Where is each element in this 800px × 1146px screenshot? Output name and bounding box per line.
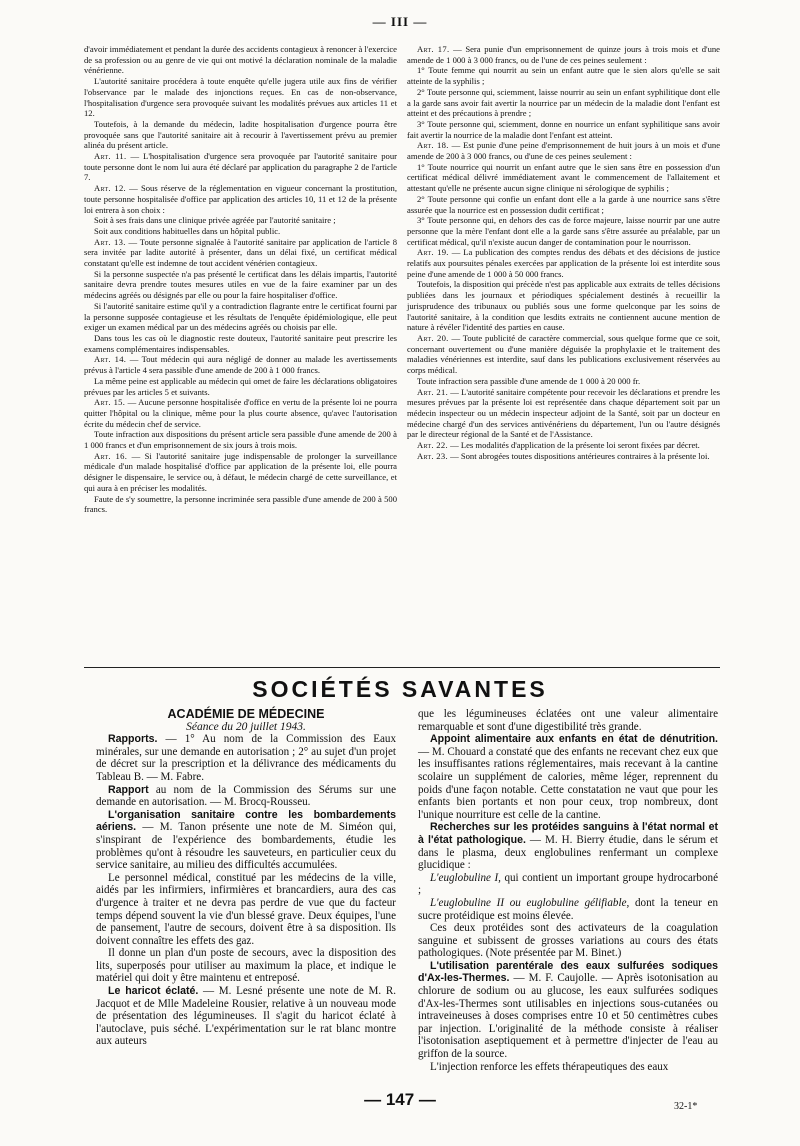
legal-paragraph [84,397,397,429]
article-number: Art. 18. [417,140,449,151]
paragraph-text: — Tout médecin qui aura négligé de donner au malade les avertissements prévus à l'article 4 sera passible d'une amende de 200 à 1 000 francs. [84,354,398,376]
paragraph-text: — 1° Au nom de la Commission des Eaux minérales, sur une demande en autorisation ; 2° au sujet d'un projet de décret sur la prescription et la délivrance des médicaments du Tableau B. — M. Fabre. [96,733,396,783]
rubric-heading: Rapports. [108,733,158,746]
page-header-roman: — III — [372,14,428,29]
legal-paragraph [84,119,397,151]
left-column [84,44,397,515]
paragraph-text: — Sous réserve de la réglementation en vigueur concernant la prostitution, toute personne hospitalisée d'office par application des articles 10, 11 et 12 de la présente loi entrera à son choix : [84,183,397,215]
legal-paragraph [84,183,397,215]
italic-term: L'euglobuline I, [430,871,501,884]
article-number: Art. 11. [94,151,127,162]
paragraph-text: — M. F. Caujolle. — Après isotonisation au chlorure de sodium ou au glucose, les eaux sulfurées sodiques d'Ax-les-Thermes sont utilisables en injections sous-cutanées ou intraveineuses à doses comprises entre 10 et 50 centimètres cubes par injection. L'originalité de la méthode consiste à réaliser l'isotonisation aseptiquement et à permettre d'injecter de l'eau au griffon de la source. [418,972,718,1061]
paragraph-text: — Toute personne signalée à l'autorité sanitaire par application de l'article 8 sera invitée par ladite autorité à présenter, dans un délai fixé, un certificat médical constatant qu'elle est indemne de tout accident vénérien contagieux. [84,236,397,269]
paragraph-text: — L'hospitalisation d'urgence sera provoquée par l'autorité sanitaire pour toute personne dont le nom lui aura été déclaré par application du paragraphe 2 de l'article 7. [84,151,397,183]
paragraph-text: — M. Tanon présente une note de M. Siméon qui, s'inspirant de l'expérience des bombardements, étudie les problèmes qu'ont à résoudre les sauveteurs, en particulier ceux du service sanitaire, au milieu des difficultés accumulées. [96,821,396,872]
legal-paragraph [407,279,720,333]
academy-paragraph [418,821,718,871]
section-title: SOCIÉTÉS SAVANTES [252,676,548,702]
bottom-right-column [418,708,718,1073]
legal-paragraph [407,440,720,451]
article-number: Art. 23. [417,450,448,461]
rubric-heading: Appoint alimentaire aux enfants en état de dénutrition. [430,733,718,746]
paragraph-text: — Toute publicité de caractère commercial, sous quelque forme que ce soit, concernant ouvertement ou d'une manière déguisée la prophylaxie et le traitement des maladies vénériennes est interdite, sauf dans les publications exclusivement réservées au corps médical. [407,332,720,376]
academy-paragraph [418,897,718,922]
paragraph-text: qui contient un important groupe hydrocarboné ; [418,871,718,897]
paragraph-text: 1° Toute femme qui nourrit au sein un enfant autre que le sien alors qu'elle se sait atteinte de la syphilis ; [407,65,720,87]
paragraph-text: Soit aux conditions habituelles dans un hôpital public. [94,225,281,236]
paragraph-text: L'injection renforce les effets thérapeutiques des eaux [430,1060,669,1073]
paragraph-text: Toute infraction sera passible d'une amende de 1 000 à 20 000 fr. [417,375,641,386]
paragraph-text: — La publication des comptes rendus des débats et des décisions de justice relatifs aux poursuites pénales exercées par application de la présente loi est interdite sous peine d'une amende de 1 000 à 50 000 francs. [407,247,721,279]
academy-paragraph [96,809,396,872]
paragraph-text: 2° Toute personne qui confie un enfant dont elle a la garde à une nourrice sans s'être assurée que la nourrice est en possession dudit certificat ; [407,193,720,215]
rubric-heading: Rapport [108,783,149,796]
right-column [407,44,720,515]
academy-paragraph [96,985,396,1048]
article-number: Art. 17. [417,44,450,54]
paragraph-text: 1° Toute nourrice qui nourrit un enfant autre que le sien sans être en possession d'un certificat médical délivré immédiatement avant le commencement de l'allaitement et attestant qu'elle ne présente aucun signe clinique ni sérologique de syphilis ; [407,161,720,194]
legal-paragraph [407,194,720,215]
article-number: Art. 12. [94,183,126,194]
legal-paragraph [407,44,720,65]
societes-savantes-columns [96,708,718,1073]
paragraph-text: Faute de s'y soumettre, la personne incriminée sera passible d'une amende de 200 à 500 francs. [84,493,397,515]
academy-name: ACADÉMIE DE MÉDECINE [167,707,325,721]
academy-paragraph [418,922,718,960]
article-number: Art. 13. [94,236,126,247]
article-number: Art. 14. [94,354,127,365]
rubric-heading: L'utilisation parentérale des eaux sulfurées sodiques d'Ax-les-Thermes. [418,959,718,985]
article-number: Art. 16. [94,450,128,461]
paragraph-text: — Sont abrogées toutes dispositions antérieures contraires à la présente loi. [447,450,710,461]
legal-paragraph [84,451,397,494]
paragraph-text: 2° Toute personne qui, sciemment, laisse nourrir au sein un enfant syphilitique dont elle a la garde sans avoir fait avertir la nourrice par un médecin de la maladie dont l'enfant est atteint et des précautions à prendre ; [407,86,720,119]
legal-paragraph [407,119,720,140]
legal-paragraph [84,226,397,237]
academy-paragraph [96,733,396,783]
legal-paragraph [407,215,720,247]
paragraph-text: Il donne un plan d'un poste de secours, avec la disposition des lits, superposés pour utiliser au maximum la place, et indique le matériel qui doit y être maintenu et entreposé. [96,947,396,985]
legal-paragraph [407,87,720,119]
academy-paragraph [418,708,718,733]
paragraph-text: — Les modalités d'application de la présente loi seront fixées par décret. [447,440,700,451]
paragraph-text: au nom de la Commission des Sérums sur une demande en autorisation. — M. Brocq-Rousseu. [96,783,396,809]
legal-paragraph [84,151,397,183]
legal-paragraph [84,494,397,515]
article-number: Art. 19. [417,247,449,258]
paragraph-text: La même peine est applicable au médecin qui omet de faire les déclarations obligatoires prévues par les articles 5 et suivants. [84,375,397,397]
academy-paragraph [418,960,718,1061]
paragraph-text: — Aucune personne hospitalisée d'office en vertu de la présente loi ne pourra quitter l'hôpital ou la clinique, même pour la plus courte absence, qu'avec l'autorisation écrite du médecin chef de service. [84,397,398,429]
legal-paragraph [407,451,720,462]
section-divider [84,667,720,668]
paragraph-text: — M. Lesné présente une note de M. R. Jacquot et de Mlle Madeleine Rousier, relative à un nouveau mode de présentation des légumineuses. Il s'agit du haricot éclaté à l'autoclave, puis séché. L'expérimentation sur le rat blanc montre aux auteurs [96,985,396,1048]
paragraph-text: que les légumineuses éclatées ont une valeur alimentaire remarquable et sont d'une digestibilité très grande. [418,708,718,733]
legal-paragraph [84,333,397,354]
academy-paragraph [96,872,396,948]
italic-term: L'euglobuline II ou euglobuline gélifiable, [430,896,630,909]
paragraph-text: 3° Toute personne qui, sciemment, donne en nourrice un enfant syphilitique sans avoir fait avertir la nourrice de la maladie dont l'enfant est atteint. [407,118,720,140]
legal-paragraph [84,76,397,119]
article-number: Art. 21. [417,386,449,397]
legal-paragraph [84,44,397,76]
academy-paragraph [96,947,396,985]
legal-paragraph [84,215,397,226]
legal-paragraph [84,376,397,397]
legal-paragraph [84,301,397,333]
legal-paragraph [407,140,720,161]
legal-paragraph [407,162,720,194]
legal-paragraph [407,376,720,387]
paragraph-text: Toutefois, à la demande du médecin, ladite hospitalisation d'urgence pourra être provoquée sans que l'autorité sanitaire ait à recourir à l'avertissement prévu au premier alinéa du présent article. [84,118,397,151]
paragraph-text: Soit à ses frais dans une clinique privée agréée par l'autorité sanitaire ; [94,215,336,226]
academy-paragraph [418,733,718,821]
page-reference: 32-1* [674,1101,698,1112]
paragraph-text: — Est punie d'une peine d'emprisonnement de huit jours à un mois et d'une amende de 200 à 3 000 francs, ou d'une de ces peines seulement : [407,140,721,162]
paragraph-text: — L'autorité sanitaire compétente pour recevoir les déclarations et prendre les mesures prévues par la présente loi est représentée dans chaque département soit par un médecin inspecteur ou un médecin inspecteur adjoint de la Santé, soit par un docteur en médecine chargé d'un des services antivénériens du département, l'un ou l'autre désignés par le directeur régional de la Santé et de l'Assistance. [407,386,720,440]
paragraph-text: Si la personne suspectée n'a pas présenté le certificat dans les délais impartis, l'autorité sanitaire devra prendre toutes mesures utiles en vue de la faire examiner par un des médecins agréés ou désignés par elle ou pour la faire hospitaliser d'office. [84,268,397,301]
paragraph-text: Toute infraction aux dispositions du présent article sera passible d'une amende de 200 à 1 000 francs et d'un emprisonnement de six jours à trois mois. [84,429,397,451]
paragraph-text: d'avoir immédiatement et pendant la durée des accidents contagieux à renoncer à l'exercice de sa profession ou au genre de vie qui ont motivé la déclaration nominale de la maladie vénérienne. [84,44,397,76]
legal-text-columns [84,44,720,515]
bottom-left-column [96,708,396,1073]
paragraph-text: 3° Toute personne qui, en dehors des cas de force majeure, laisse nourrir par une autre personne que la mère l'enfant dont elle a la garde sans s'être assurée au préalable, par un certificat médical, qu'il n'existe aucun danger de contamination pour le nourrisson. [407,215,720,247]
paragraph-text: Toutefois, la disposition qui précède n'est pas applicable aux extraits de telles décisions publiées dans les journaux et périodiques spécialement destinés à recueillir la jurisprudence des tribunaux ou publiés sous une forme quelconque par les soins de l'autorité sanitaire, à la condition que lesdits extraits ne contiennent aucune mention de nature à révéler l'identité des parties en cause. [407,279,720,333]
legal-paragraph [407,387,720,441]
page-number: — 147 — [364,1090,436,1109]
paragraph-text: Dans tous les cas où le diagnostic reste douteux, l'autorité sanitaire peut prescrire les examens complémentaires indispensables. [84,332,397,354]
seance-date: Séance du 20 juillet 1943. [186,720,306,733]
article-number: Art. 22. [417,440,448,451]
paragraph-text: — M. Chouard a constaté que des enfants ne recevant chez eux que les insuffisantes rations réglementaires, mais recevant à la cantine scolaire un supplément de calories, même léger, reprennent du poids d'une façon notable. Cette constatation ne vaut que pour les enfants bien portants et non pour ceux, trop nombreux, dont l'unique nourriture est celle de la cantine. [418,745,718,821]
paragraph-text: — Si l'autorité sanitaire juge indispensable de prolonger la surveillance médicale d'un malade hospitalisé d'office par application de la présente loi, elle pourra désigner le dispensaire, le service ou, à défaut, le médecin chargé de cette surveillance, et qui aura à en préciser les modalités. [84,450,397,493]
paragraph-text: — M. H. Bierry étudie, dans le sérum et dans le plasma, deux englobulines renfermant un complexe glucidique : [418,833,718,872]
legal-paragraph [407,65,720,86]
paragraph-text: dont la teneur en sucre protéidique est moins élevée. [418,896,718,922]
academy-paragraph [418,1061,718,1074]
legal-paragraph [407,333,720,376]
legal-paragraph [84,354,397,375]
legal-paragraph [84,429,397,450]
academy-paragraph [418,872,718,897]
paragraph-text: — Sera punie d'un emprisonnement de quinze jours à trois mois et d'une amende de 1 000 à 3 000 francs, ou de l'une de ces peines seulement : [407,44,720,65]
rubric-heading: L'organisation sanitaire contre les bombardements aériens. [96,808,396,834]
rubric-heading: Recherches sur les protéides sanguins à l'état normal et à l'état pathologique. [418,821,718,846]
rubric-heading: Le haricot éclaté. [108,985,199,998]
paragraph-text: Ces deux protéides sont des activateurs de la coagulation sanguine et subissent de grosses variations au cours des états pathologiques. (Note présentée par M. Binet.) [418,922,718,960]
article-number: Art. 15. [94,397,126,408]
paragraph-text: Si l'autorité sanitaire estime qu'il y a contradiction flagrante entre le certificat fourni par la personne supposée contagieuse et les résultats de l'enquête épidémiologique, elle peut exiger un examen médical par un des médecins agréés ou choisis par elle. [84,300,397,333]
paragraph-text: Le personnel médical, constitué par les médecins de la ville, aidés par les infirmiers, infirmières et brancardiers, aura des cas d'urgence à traiter et ne devra pas perdre de vue que du facteur temps dépend souvent la vie d'un blessé grave. Deux équipes, l'une de pansement, l'autre de secours, doivent être à sa disposition. Ils doivent connaître les effets des gaz. [96,871,396,947]
legal-paragraph [84,237,397,269]
academy-paragraph [96,784,396,809]
legal-paragraph [407,247,720,279]
paragraph-text: L'autorité sanitaire procédera à toute enquête qu'elle jugera utile aux fins de vérifier l'observance par le malade des injonctions reçues. En cas de non-observance, l'hospitalisation d'urgence sera provoquée suivant les modalités prévues aux articles 11 et 12. [84,76,397,119]
article-number: Art. 20. [417,332,449,343]
legal-paragraph [84,269,397,301]
